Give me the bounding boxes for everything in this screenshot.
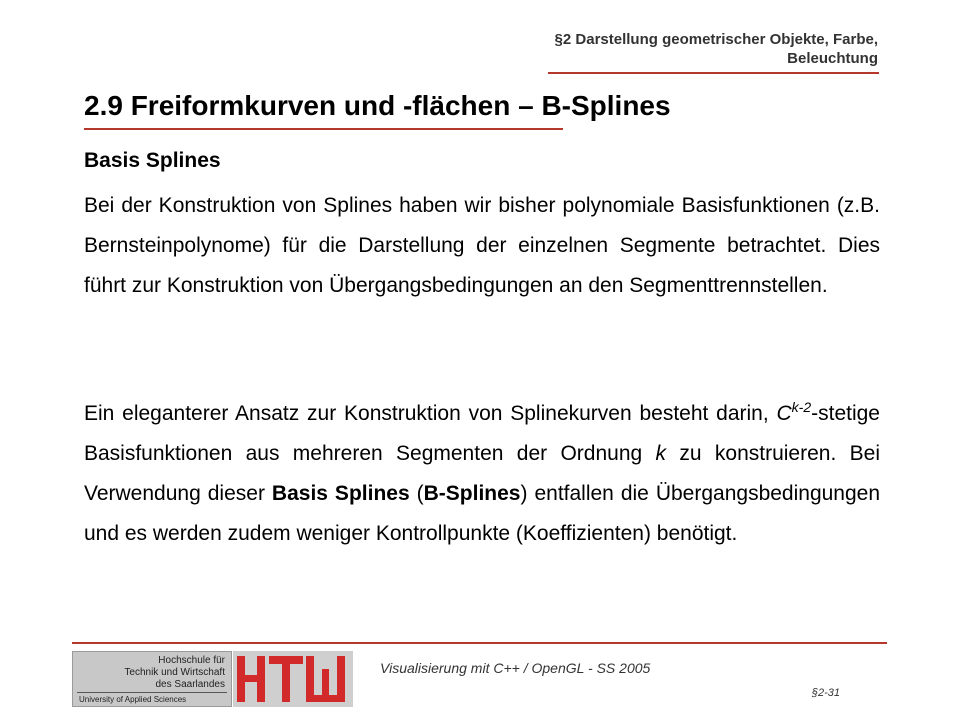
paragraph-text-5: ) entfallen die Übergangsbedingungen und es werden zudem weniger Kontrollpunkte (Koeffizienten) benötigt. [84,482,881,545]
paragraph-text-3: zu konstruieren. Bei Verwendung dieser [84,442,880,505]
continuity-superscript: k-2 [791,399,812,415]
paragraph-text-4: ( [409,482,424,505]
page-number: §2-31 [811,687,840,699]
logo-text-line: University of Applied Sciences [79,695,187,704]
paragraph-text-2: -stetige Basisfunktionen aus mehreren Segmenten der Ordnung [84,402,880,465]
logo-text-line: Hochschule für [158,655,225,666]
page-title: 2.9 Freiformkurven und -flächen – B-Splines [84,90,671,121]
chapter-header-line2: Beleuchtung [787,50,878,67]
footer-course-title: Visualisierung mit C++ / OpenGL - SS 2005 [380,660,651,676]
chapter-divider [548,72,879,74]
paragraph-intro: Bei der Konstruktion von Splines haben wir bisher polynomiale Basisfunktionen (z.B. Bernsteinpolynome) für die Darstellung der einzelnen Segmente betrachtet. Dies führt zur Konstruktion von Übergangsbedingungen an den Segmenttrennstellen. [84,194,880,297]
k-symbol: k [655,442,667,465]
c-symbol: C [776,402,792,425]
paragraph-text-1: Ein eleganterer Ansatz zur Konstruktion von Splinekurven besteht darin, [84,402,777,425]
basis-splines-term: Basis Splines [271,482,410,505]
university-logo [72,651,232,707]
title-underline [84,128,563,130]
chapter-header-line1: §2 Darstellung geometrischer Objekte, Farbe, [554,31,878,48]
logo-text-line: des Saarlandes [155,679,225,690]
chapter-header [438,30,878,68]
footer-divider [72,642,887,644]
htw-logo-mark [233,651,353,707]
b-splines-term: B-Splines [423,482,521,505]
section-heading: Basis Splines [84,149,221,172]
logo-divider [77,692,227,693]
logo-text-line: Technik und Wirtschaft [124,667,225,678]
paragraph-bsplines [84,394,880,554]
